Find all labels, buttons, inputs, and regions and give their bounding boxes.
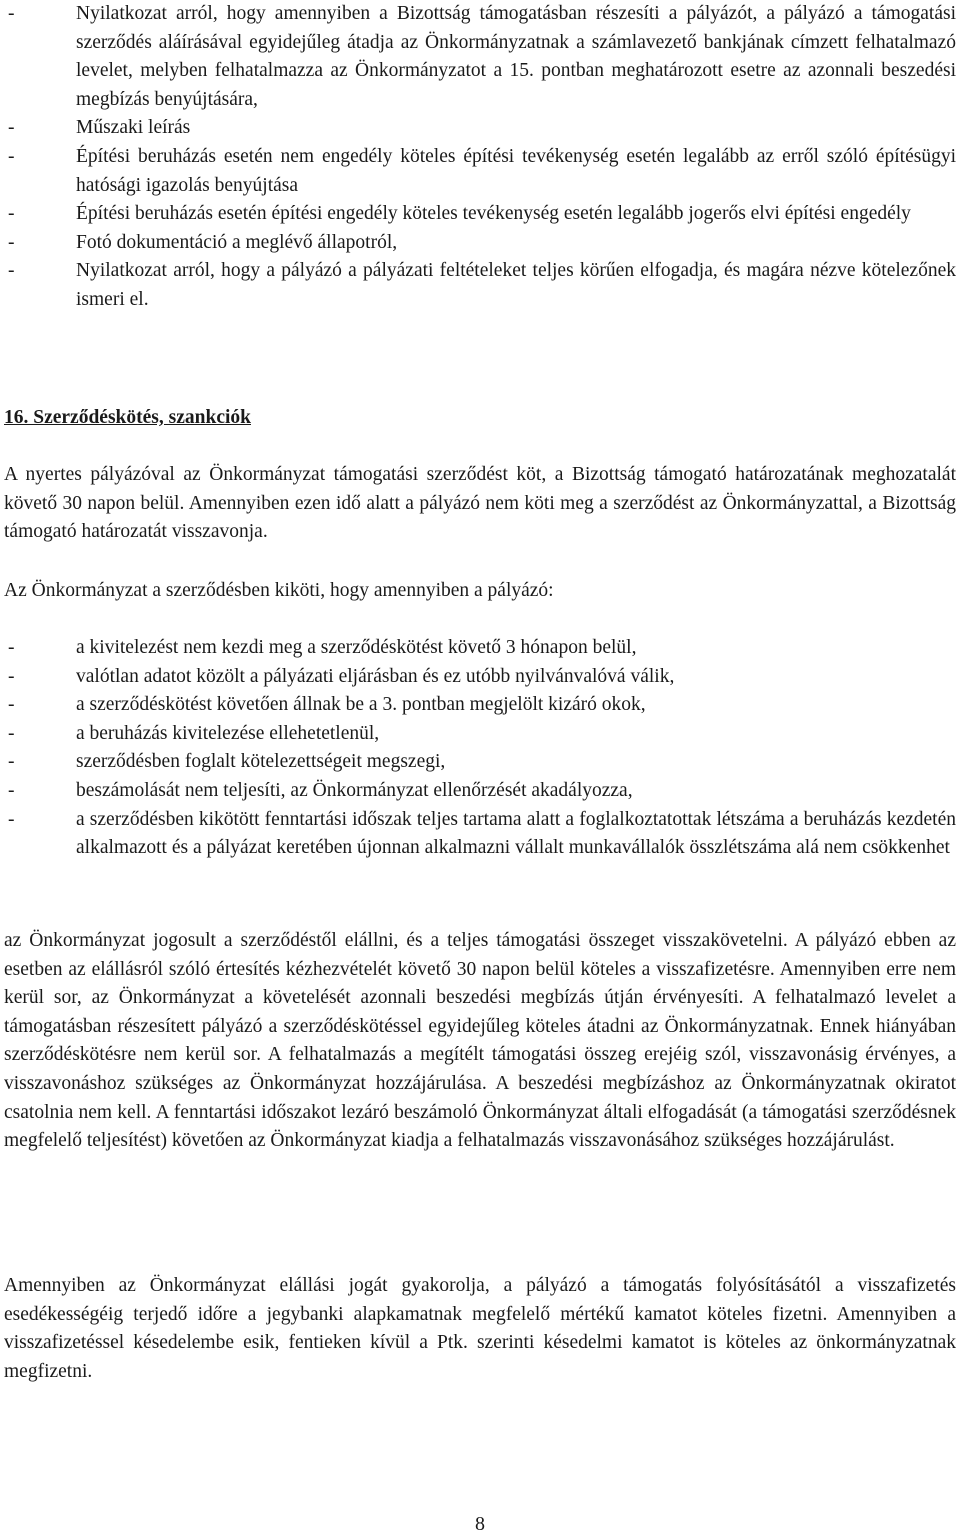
list-item-text: Építési beruházás esetén építési engedély köteles tevékenység esetén legalább jogerős elvi építési engedély (76, 203, 911, 225)
paragraph-stipulation: Az Önkormányzat a szerződésben kiköti, hogy amennyiben a pályázó: (4, 580, 554, 601)
list-item-text: Fotó dokumentáció a meglévő állapotról, (76, 231, 398, 253)
bullet-dash: - (8, 637, 15, 658)
bullet-dash: - (8, 779, 15, 801)
requirements-list (0, 0, 960, 315)
list-item-text: a kivitelezést nem kezdi meg a szerződéskötést követő 3 hónapon belül, (76, 637, 637, 658)
list-item-text: Nyilatkozat arról, hogy a pályázó a pályázati feltételeket teljes körűen elfogadja, és magára nézve kötelezőnek ismeri el. (76, 260, 956, 310)
list-item (0, 634, 960, 663)
list-item (0, 663, 960, 692)
list-item-text: a szerződésben kikötött fenntartási időszak teljes tartama alatt a foglalkoztatottak létszáma a beruházás kezdetén alkalmazott és a pályázat keretében újonnan alkalmazni vállalt munkavállalók összlétszáma alá nem csökkenhet (76, 808, 956, 859)
list-item (0, 720, 960, 749)
bullet-dash: - (8, 808, 15, 830)
bullet-dash: - (8, 751, 15, 773)
sanctions-list (0, 634, 960, 863)
list-item (0, 0, 960, 114)
list-item-text: a szerződéskötést követően állnak be a 3. pontban megjelölt kizáró okok, (76, 694, 646, 716)
bullet-dash: - (8, 665, 15, 687)
list-item (0, 229, 960, 258)
bullet-dash: - (8, 722, 15, 744)
bullet-dash: - (8, 260, 15, 282)
list-item-text: szerződésben foglalt kötelezettségeit megszegi, (76, 751, 446, 773)
page-number: 8 (475, 1513, 485, 1535)
list-item (0, 257, 960, 314)
list-item-text: a beruházás kivitelezése ellehetetlenül, (76, 722, 380, 744)
list-item-text: valótlan adatot közölt a pályázati eljárásban és ez utóbb nyilvánvalóvá válik, (76, 665, 675, 687)
list-item (0, 691, 960, 720)
list-item (0, 806, 960, 863)
bullet-dash: - (8, 203, 15, 225)
paragraph-contract: A nyertes pályázóval az Önkormányzat támogatási szerződést köt, a Bizottság támogató határozatának meghozatalát követő 30 napon belül. Amennyiben ezen idő alatt a pályázó nem köti meg a szerződést az Önkormányzattal, a Bizottság támogató határozatát visszavonja. (4, 464, 956, 543)
list-item-text: Nyilatkozat arról, hogy amennyiben a Bizottság támogatásban részesíti a pályázót, a pályázó a támogatási szerződés aláírásával egyidejűleg átadja az Önkormányzatnak a számlavezető bankjának címzett felhatalmazó levelet, melyben felhatalmazza az Önkormányzatot a 15. pontban meghatározott esetre az azonnali beszedési megbízás benyújtására, (76, 3, 956, 110)
paragraph-interest: Amennyiben az Önkormányzat elállási jogát gyakorolja, a pályázó a támogatás folyósításától a visszafizetés esedékességéig terjedő időre a jegybanki alapkamatnak megfelelő mértékű kamatot köteles fizetni. Amennyiben a visszafizetéssel késedelembe esik, fentieken kívül a Ptk. szerinti késedelmi kamatot is köteles az önkormányzatnak megfizetni. (4, 1275, 956, 1382)
list-item (0, 114, 960, 143)
section-heading: 16. Szerződéskötés, szankciók (4, 407, 251, 428)
list-item-text: beszámolását nem teljesíti, az Önkormányzat ellenőrzését akadályozza, (76, 779, 633, 801)
list-item (0, 200, 960, 229)
list-item (0, 748, 960, 777)
list-item-text: Műszaki leírás (76, 117, 191, 139)
bullet-dash: - (8, 117, 15, 139)
bullet-dash: - (8, 231, 15, 253)
bullet-dash: - (8, 3, 15, 24)
bullet-dash: - (8, 694, 15, 716)
list-item-text: Építési beruházás esetén nem engedély köteles építési tevékenység esetén legalább az erről szóló építésügyi hatósági igazolás benyújtása (76, 145, 956, 196)
paragraph-withdrawal: az Önkormányzat jogosult a szerződéstől elállni, és a teljes támogatási összeget visszakövetelni. A pályázó ebben az esetben az elállásról szóló értesítés kézhezvételét követő 30 napon belül köteles a visszafizetésre. Amennyiben erre nem kerül sor, az Önkormányzat a követelését azonnali beszedési megbízás útján érvényesíti. A felhatalmazó levelet a támogatásban részesített pályázó a szerződéskötéssel egyidejűleg köteles átadni az Önkormányzatnak. Ennek hiányában szerződéskötésre nem kerül sor. A felhatalmazás a megítélt támogatási összeg erejéig szól, visszavonásig érvényes, a visszavonáshoz szükséges az Önkormányzat hozzájárulása. A beszedési megbízáshoz az Önkormányzatnak okiratot csatolnia nem kell. A fenntartási időszakot lezáró beszámoló Önkormányzat általi elfogadását (a támogatási szerződésnek megfelelő teljesítést) követően az Önkormányzat kiadja a felhatalmazás visszavonásához szükséges hozzájárulást. (4, 930, 956, 1152)
list-item (0, 143, 960, 200)
bullet-dash: - (8, 145, 15, 167)
list-item (0, 777, 960, 806)
